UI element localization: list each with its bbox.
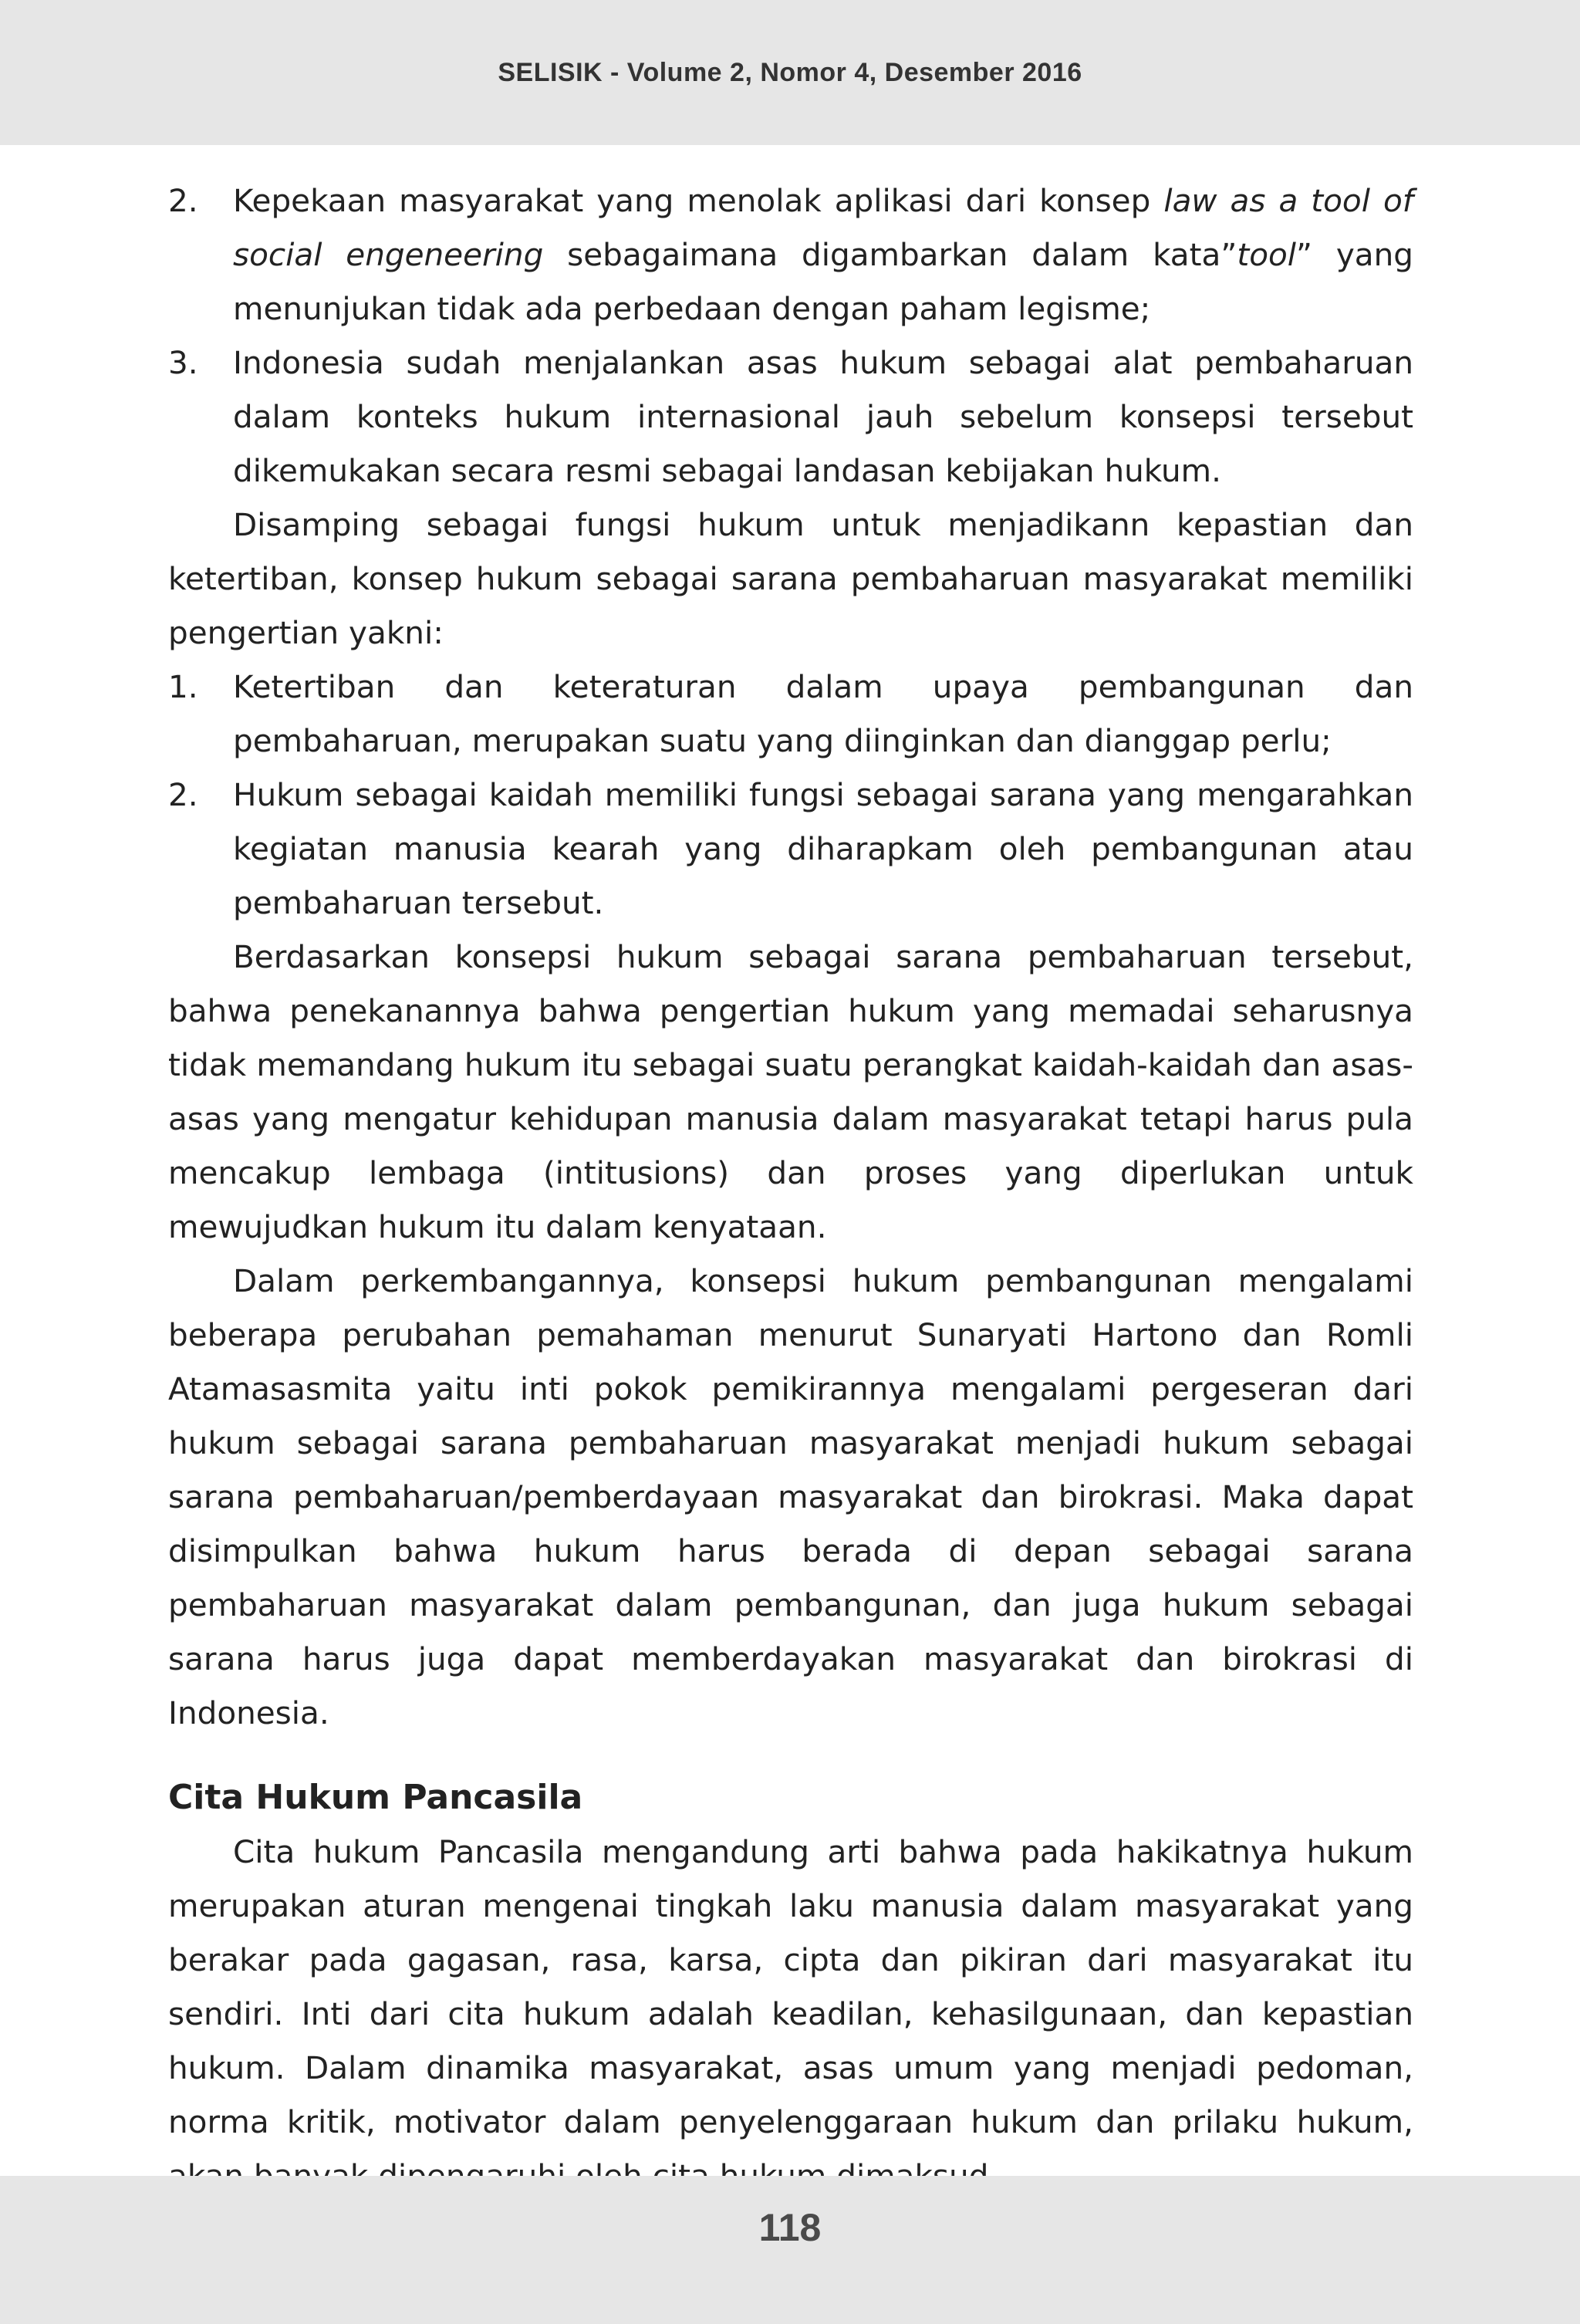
list-number: 3. [168, 344, 198, 381]
list-number: 1. [168, 668, 198, 705]
list-text: Indonesia sudah menjalankan asas hukum sebagai alat pembaharuan dalam konteks hukum internasional jauh sebelum konsepsi tersebut dikemukakan secara resmi sebagai landasan kebijakan hukum. [233, 344, 1413, 489]
paragraph: Dalam perkembangannya, konsepsi hukum pembangunan mengalami beberapa perubahan pemahaman menurut Sunaryati Hartono dan Romli Atamasasmita yaitu inti pokok pemikirannya mengalami pergeseran dari hukum sebagai sarana pembaharuan masyarakat menjadi hukum sebagai sarana pembaharuan/pemberdayaan masyarakat dan birokrasi. Maka dapat disimpulkan bahwa hukum harus berada di depan sebagai sarana pembaharuan masyarakat dalam pembangunan, dan juga hukum sebagai sarana harus juga dapat memberdayakan masyarakat dan birokrasi di Indonesia. [168, 1262, 1413, 1731]
italic-term: law as a tool of social engeneering [233, 182, 1413, 273]
list-text: Hukum sebagai kaidah memiliki fungsi sebagai sarana yang mengarahkan kegiatan manusia kearah yang diharapkam oleh pembangunan atau pembaharuan tersebut. [233, 776, 1413, 921]
page-body [168, 174, 1413, 2203]
list-text: Ketertiban dan keteraturan dalam upaya pembangunan dan pembaharuan, merupakan suatu yang diinginkan dan dianggap perlu; [233, 668, 1413, 759]
list-item [168, 336, 1413, 498]
page-number: 118 [758, 2206, 822, 2249]
list-text: sebagaimana digambarkan dalam kata” [543, 236, 1237, 273]
list-item [168, 660, 1413, 768]
section-heading: Cita Hukum Pancasila [168, 1778, 583, 1817]
italic-term: tool [1237, 236, 1297, 273]
journal-title: SELISIK - Volume 2, Nomor 4, Desember 2016 [498, 57, 1082, 87]
list-number: 2. [168, 776, 198, 813]
list-item [168, 768, 1413, 930]
paragraph: Cita hukum Pancasila mengandung arti bahwa pada hakikatnya hukum merupakan aturan mengenai tingkah laku manusia dalam masyarakat yang berakar pada gagasan, rasa, karsa, cipta dan pikiran dari masyarakat itu sendiri. Inti dari cita hukum adalah keadilan, kehasilgunaan, dan kepastian hukum. Dalam dinamika masyarakat, asas umum yang menjadi pedoman, norma kritik, motivator dalam penyelenggaraan hukum dan prilaku hukum, [168, 1833, 1413, 2140]
paragraph: Berdasarkan konsepsi hukum sebagai sarana pembaharuan tersebut, bahwa penekanannya bahwa pengertian hukum yang memadai seharusnya tidak memandang hukum itu sebagai suatu perangkat kaidah-kaidah dan asas-asas yang mengatur kehidupan manusia dalam masyarakat tetapi harus pula mencakup lembaga (intitusions) dan proses yang diperlukan untuk mewujudkan hukum itu dalam kenyataan. [168, 938, 1413, 1245]
paragraph: Disamping sebagai fungsi hukum untuk menjadikann kepastian dan ketertiban, konsep hukum sebagai sarana pembaharuan masyarakat memiliki pengertian yakni: [168, 506, 1413, 651]
list-text: ” yang menunjukan tidak ada perbedaan dengan paham legisme; [233, 236, 1413, 327]
running-header [0, 0, 1580, 145]
list-number: 2. [168, 182, 198, 219]
list-item [168, 174, 1413, 336]
list-text: Kepekaan masyarakat yang menolak aplikasi dari konsep [233, 182, 1164, 219]
page-footer [0, 2176, 1580, 2324]
